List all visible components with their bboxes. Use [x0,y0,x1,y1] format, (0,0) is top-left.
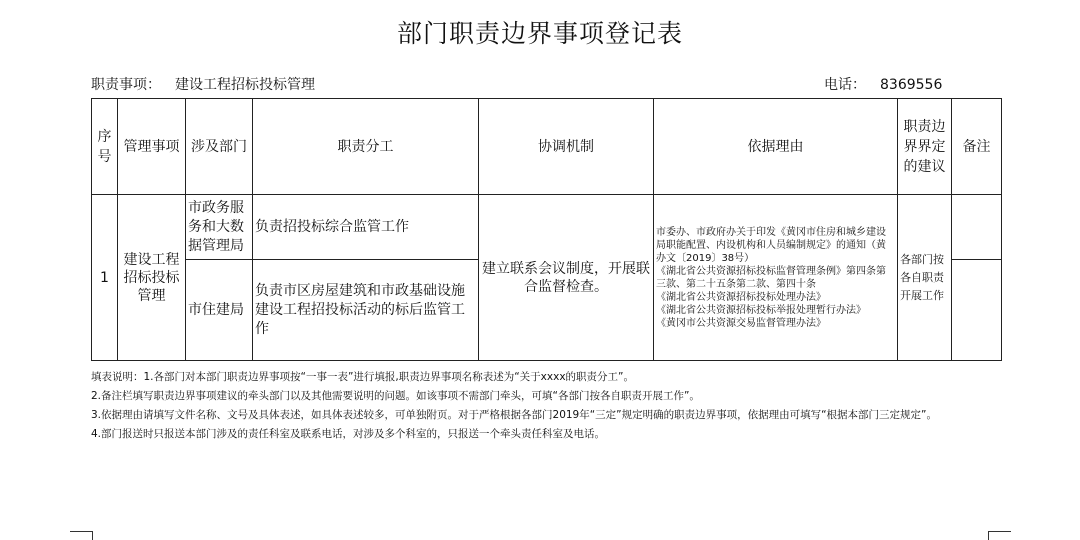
duty-item-value: 建设工程招标投标管理 [175,77,315,93]
duty-item-label: 职责事项： [91,77,161,93]
cell-basis [654,195,898,361]
cell-coordination: 建立联系会议制度，开展联合监督检查。 [479,195,654,361]
form-title: 部门职责边界事项登记表 [396,19,683,48]
basis-line-3: 《湖北省公共资源招标投标处理办法》 [656,291,826,303]
header-duty: 职责分工 [253,99,479,195]
basis-line-1: 市委办、市政府办关于印发《黄冈市住房和城乡建设局职能配置、内设机构和人员编制规定》的通知（黄办文〔2019〕38号） [656,226,886,264]
cell-duty-1: 负责招投标综合监管工作 [253,195,479,260]
cell-seq: 1 [92,195,118,361]
basis-line-5: 《黄冈市公共资源交易监督管理办法》 [656,317,826,329]
cell-dept-1: 市政务服务和大数据管理局 [186,195,253,260]
header-dept: 涉及部门 [186,99,253,195]
cell-suggestion: 各部门按各自职责开展工作 [898,195,952,361]
header-basis: 依据理由 [654,99,898,195]
fill-instructions [91,368,1021,444]
phone-label: 电话： [824,77,866,93]
cell-dept-2: 市住建局 [186,260,253,361]
note-line-3: 3.依据理由请填写文件名称、文号及具体表述，如具体表述较多，可单独附页。对于严格根据各部门2019年“三定”规定明确的职责边界事项，依据理由可填写“根据本部门三定规定”。 [91,409,937,421]
note-line-1: 填表说明：1.各部门对本部门职责边界事项按“一事一表”进行填报,职责边界事项名称表述为“关于xxxx的职责分工”。 [91,371,634,383]
cell-remark-1 [952,195,1002,260]
header-seq: 序号 [92,99,118,195]
cell-duty-2: 负责市区房屋建筑和市政基础设施建设工程招投标活动的标后监管工作 [253,260,479,361]
table-row [92,195,1002,260]
note-line-2: 2.备注栏填写职责边界事项建议的牵头部门以及其他需要说明的问题。如该事项不需部门牵头，可填“各部门按各自职责开展工作”。 [91,390,700,402]
phone-value: 8369556 [880,77,943,93]
header-suggestion: 职责边界界定的建议 [898,99,952,195]
header-remark: 备注 [952,99,1002,195]
basis-line-2: 《湖北省公共资源招标投标监督管理条例》第四条第三款、第二十五条第二款、第四十条 [656,265,886,290]
basis-line-4: 《湖北省公共资源招标投标举报处理暂行办法》 [656,304,866,316]
table-header-row [92,99,1002,195]
note-line-4: 4.部门报送时只报送本部门涉及的责任科室及联系电话，对涉及多个科室的，只报送一个牵头责任科室及电话。 [91,428,606,440]
responsibility-table [91,98,1002,361]
duty-item-line [91,74,315,94]
header-coordination: 协调机制 [479,99,654,195]
phone-line [824,74,942,94]
header-mgmt-item: 管理事项 [118,99,186,195]
cell-mgmt-item: 建设工程招标投标管理 [118,195,186,361]
cell-remark-2 [952,260,1002,361]
